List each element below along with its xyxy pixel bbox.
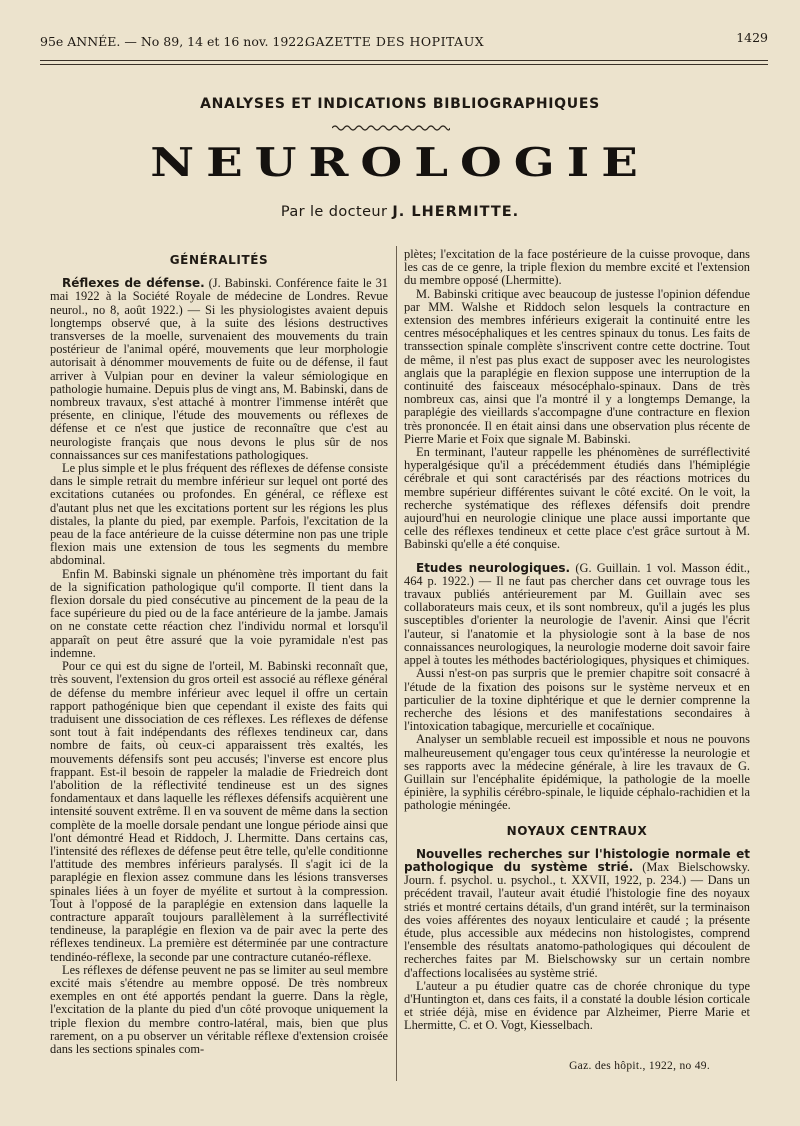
article-title: Etudes neurologiques.: [416, 560, 571, 575]
article-paragraph: L'auteur a pu étudier quatre cas de chorée chronique du type d'Huntington et, dans ces faits, il a constaté la double lésion corticale et striée déjà, mise en évidence par Alzheimer, Pierre Marie et Lhermitte, C. et O. Vogt, Kiesselbach.: [404, 978, 750, 1033]
article-paragraph: Le plus simple et le plus fréquent des réflexes de défense consiste dans le simple retrait du membre inférieur sur lequel ont porté des excitations cutanées ou profondes. En général, ce réflexe est d'autant plus net que les excitations portent sur les régions les plus distales, la plante du pied, par exemple. Parfois, l'excitation de la peau de la face antérieure de la cuisse détermine non pas une triple flexion mais une extension de tous les segments du membre abdominal.: [50, 461, 388, 568]
article-text: (J. Babinski. Conférence faite le 31 mai 1922 à la Société Royale de médecine de Londres. Revue neurol., no 8, août 1922.) — Si les physiologistes avaient depuis longtemps observé que, à la suite des lésions destructives transverses de la moelle, survenaient des mouvements du train postérieur de l'animal opéré, mouvements que leur morphologie autorisait à dénommer mouvements de fuite ou de défense, il faut arriver à Vulpian pour en deviner la valeur sémiologique en pathologie humaine. Depuis plus de vingt ans, M. Babinski, dans de nombreux travaux, s'est attaché à montrer l'immense intérêt que présente, en clinique, l'étude des mouvements ou réflexes de défense et ce n'est que justice de reconnaître que c'est au neurologiste français que nous devons le plus sûr de nos connaissances sur ces manifestations pathologiques.: [50, 276, 388, 462]
running-header: [40, 30, 768, 52]
article-paragraph: [404, 848, 750, 980]
article-paragraph: M. Babinski critique avec beaucoup de justesse l'opinion défendue par MM. Walshe et Riddoch selon lesquels la contracture en extension des membres inférieurs exigerait la continuité entre les centres mésocéphaliques et les centres spinaux du tonus. Les faits de transsection spinale complète s'inscrivent contre cette doctrine. Tout de même, il n'est pas plus exact de supposer avec les neurologistes anglais que la paraplégie en flexion suppose une interruption de la continuité des faisceaux mésocéphalo-spinaux. Dans de très nombreux cas, ainsi que l'a montré il y a longtemps Demange, la paraplégie des vieillards s'accompagne d'une contracture en flexion très prononcée. Il en était ainsi dans une observation plus récente de Pierre Marie et Foix que signale M. Babinski.: [404, 286, 750, 446]
author-prefix: Par le docteur: [280, 204, 388, 220]
footer-citation: Gaz. des hôpit., 1922, no 49.: [569, 1060, 710, 1072]
article-title: Nouvelles recherches sur l'histologie normale et pathologique du système strié.: [404, 846, 750, 874]
journal-name: GAZETTE DES HOPITAUX: [305, 34, 485, 49]
article-paragraph: plètes; l'excitation de la face postérieure de la cuisse provoque, dans les cas de ce genre, la triple flexion du membre excité et l'extension du membre opposé (Lhermitte).: [404, 247, 750, 288]
page-title: NEUROLOGIE: [150, 140, 650, 186]
column-divider: [396, 246, 397, 1081]
header-rule-bottom: [40, 64, 768, 65]
article-title: Réflexes de défense.: [62, 276, 205, 291]
header-rule-top: [40, 60, 768, 61]
page-number: 1429: [736, 30, 768, 45]
right-column: [404, 248, 750, 1033]
left-column: [50, 248, 388, 1056]
section-heading: ANALYSES ET INDICATIONS BIBLIOGRAPHIQUES: [200, 96, 600, 112]
decorative-wave-rule: [332, 124, 450, 132]
article-paragraph: Aussi n'est-on pas surpris que le premier chapitre soit consacré à l'étude de la fixation des poisons sur le système nerveux et en particulier de la toxine diphtérique et que le dernier comprenne la recherche des lésions et des manifestations secondaires à l'intoxication tabagique, mercurielle et cocaïnique.: [404, 666, 750, 734]
issue-info: 95e ANNÉE. — No 89, 14 et 16 nov. 1922.: [40, 34, 309, 49]
article-text: (G. Guillain. 1 vol. Masson édit., 464 p. 1922.) — Il ne faut pas chercher dans cet ouvrage tous les travaux publiés antérieurement par M. Guillain avec ses collaborateurs mais ceux, et ils sont nombreux, qu'il a jugés les plus susceptibles d'orienter la neurologie de l'avenir. Ainsi que l'écrit l'auteur, si l'anatomie et la physiologie sont à la base de nos connaissances neurologiques, la neurologie moderne doit savoir faire appel à toutes les méthodes bactériologiques, physiques et chimiques.: [404, 560, 750, 668]
article-paragraph: [404, 562, 750, 668]
subhead-noyaux-centraux: NOYAUX CENTRAUX: [506, 823, 648, 838]
article-paragraph: Enfin M. Babinski signale un phénomène très important du fait de la signification pathologique qu'il comporte. Il tient dans la flexion dorsale du pied consécutive au pincement de la peau de la face supérieure du pied ou de la face antérieure de la jambe. Jamais on ne constate cette réaction chez l'individu normal et lorsqu'il apparaît on peut être assuré que la voie pyramidale n'est pas indemne.: [50, 566, 388, 660]
article-text: (Max Bielschowsky. Journ. f. psychol. u. psychol., t. XXVII, 1922, p. 234.) — Dans un précédent travail, l'auteur avait étudié l'histologie fine des noyaux striés et montré certains détails, d'un grand intérêt, sur la terminaison des voies afférentes des noyaux lenticulaire et caudé ; la présente étude, plus accessible aux médecins non histologistes, comprend l'ensemble des résultats anatomo-pathologiques qui découlent de recherches faites par M. Bielschowsky sur un certain nombre d'affections localisées au système strié.: [404, 859, 750, 980]
author-line: [0, 204, 800, 220]
article-paragraph: Les réflexes de défense peuvent ne pas se limiter au seul membre excité mais s'étendre au membre opposé. De très nombreux exemples en ont été apportés pendant la guerre. Dans la règle, l'excitation de la plante du pied d'un côté provoque uniquement la triple flexion du membre contro-latéral, mais, bien que plus rarement, on a pu observer un véritable réflexe d'extension croisée dans les sections spinales com-: [50, 962, 388, 1056]
article-paragraph: En terminant, l'auteur rappelle les phénomènes de surréflectivité hyperalgésique qu'il a précédemment étudiés dans l'hémiplégie cérébrale et qui sont caractérisés par des réactions motrices du membre supérieur différentes suivant le côté excité. On le voit, la recherche systématique des réflexes défensifs doit prendre aujourd'hui en neurologie clinique une place aussi importante que celle des réflexes tendineux et cette place c'est grâce surtout à M. Babinski qu'elle a été conquise.: [404, 445, 750, 552]
author-name: J. LHERMITTE.: [392, 204, 520, 220]
article-paragraph: Analyser un semblable recueil est impossible et nous ne pouvons malheureusement qu'engager tous ceux qu'intéresse la neurologie et ses rapports avec la médecine générale, à lire les travaux de G. Guillain sur l'encéphalite épidémique, la pathologie de la moelle épinière, la syphilis cérébro-spinale, le liquide céphalo-rachidien et la pathologie méningée.: [404, 732, 750, 813]
article-paragraph: Pour ce qui est du signe de l'orteil, M. Babinski reconnaît que, très souvent, l'extension du gros orteil est associé au réflexe général de défense du membre inférieur avec lequel il offre un certain rapport pathogénique bien que cependant il existe des faits qui traduisent une dissociation de ces réflexes. Les réflexes de défense sont tout à fait indépendants des réflexes tendineux car, dans nombre de faits, où ceux-ci apparaissent très exaltés, les mouvements défensifs sont peu accusés; l'inverse est encore plus frappant. Est-il besoin de rappeler la maladie de Friedreich dont l'abolition de la réflectivité tendineuse est un des signes fondamentaux et dans laquelle les réflexes défensifs acquièrent une intensité souvent extrême. Il en va souvent de même dans la section complète de la moelle dorsale pendant une longue période ainsi que l'ont démontré Head et Riddoch, J. Lhermitte. Dans certains cas, l'intensité des réflexes de défense peut être telle, qu'elle conditionne l'attitude des membres inférieurs paralysés. Il s'agit ici de la paraplégie en flexion assez commune dans les lésions transverses spinales liées à un foyer de myélite et surtout à la compression. Tout à l'opposé de la paraplégie en extension dans laquelle la contracture apparaît toujours parallèlement à la surréflectivité tendineuse, la paraplégie en flexion va de pair avec la perte des réflexes tendineux. La première est déterminée par une contracture tendinéo-réflexe, la seconde par une contracture cutanéo-réflexe.: [50, 659, 388, 964]
subhead-generalites: GÉNÉRALITÉS: [169, 253, 269, 267]
article-paragraph: [50, 277, 388, 462]
